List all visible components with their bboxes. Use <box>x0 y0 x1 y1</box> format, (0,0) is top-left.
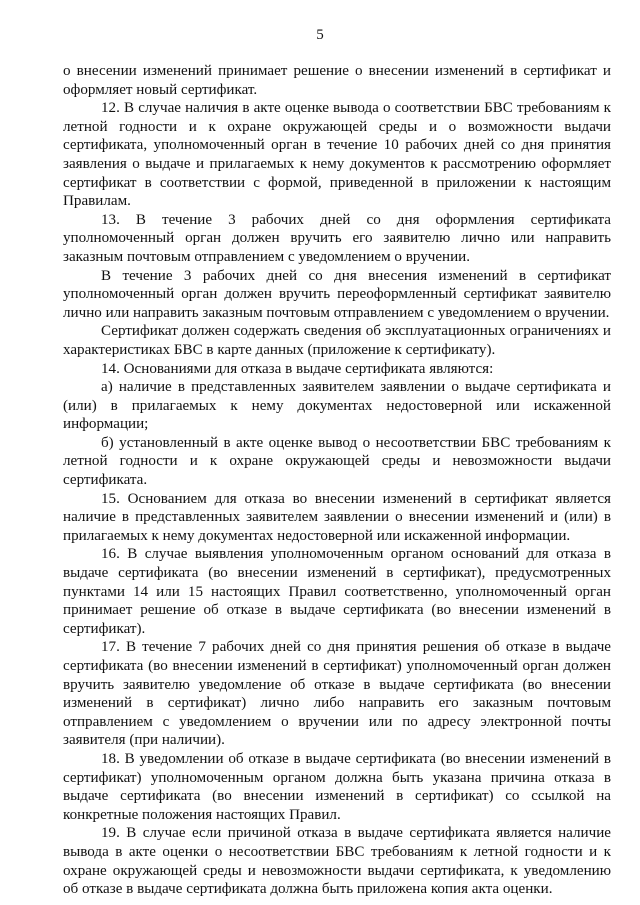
paragraph-13-changes: В течение 3 рабочих дней со дня внесения изменений в сертификат уполномоченный орган должен вручить переоформленный сертификат заявителю лично или направить заказным почтовым отправлением с уведомлением о вручении. <box>63 267 611 321</box>
paragraph-continuation: о внесении изменений принимает решение о внесении изменений в сертификат и оформляет новый сертификат. <box>63 63 611 98</box>
paragraph-18: 18. В уведомлении об отказе в выдаче сертификата (во внесении изменений в сертификат) уполномоченным органом должна быть указана причина отказа в выдаче сертификата (во внесении изменений в сертификат) со ссылкой на конкретные положения настоящих Правил. <box>63 750 611 823</box>
paragraph-12: 12. В случае наличия в акте оценке вывода о соответствии БВС требованиям к летной годности и к охране окружающей среды и о возможности выдачи сертификата, уполномоченный орган в течение 10 рабочих дней со дня принятия заявления о выдаче и прилагаемых к нему документов к рассмотрению оформляет сертификат в соответствии с формой, приведенной в приложении к настоящим Правилам. <box>63 100 611 210</box>
page-number: 5 <box>316 27 324 43</box>
paragraph-13: 13. В течение 3 рабочих дней со дня оформления сертификата уполномоченный орган должен вручить его заявителю лично или направить заказным почтовым отправлением с уведомлением о вручении. <box>63 211 611 265</box>
paragraph-14-b: б) установленный в акте оценке вывод о несоответствии БВС требованиям к летной годности и к охране окружающей среды и невозможности выдачи сертификата. <box>63 434 611 489</box>
paragraph-13-certificate-content: Сертификат должен содержать сведения об эксплуатационных ограничениях и характеристиках БВС в карте данных (приложение к сертификату). <box>63 323 611 358</box>
paragraph-14: 14. Основаниями для отказа в выдаче сертификата являются: <box>101 360 494 377</box>
paragraph-15: 15. Основанием для отказа во внесении изменений в сертификат является наличие в представленных заявителем заявлении о внесении изменений и (или) в прилагаемых к нему документах недостоверной или искаженной информации. <box>63 490 611 544</box>
paragraph-17: 17. В течение 7 рабочих дней со дня принятия решения об отказе в выдаче сертификата (во внесении изменений в сертификат) уполномоченный орган должен вручить заявителю уведомление об отказе в выдаче сертификата (во внесении изменений в сертификат) лично либо направить его заказным почтовым отправлением с уведомлением о вручении или по адресу электронной почты заявителя (при наличии). <box>63 639 611 749</box>
document-body <box>63 62 611 899</box>
paragraph-14-a: а) наличие в представленных заявителем заявлении о выдаче сертификата и (или) в прилагаемых к нему документах недостоверной или искаженной информации; <box>63 379 611 433</box>
paragraph-16: 16. В случае выявления уполномоченным органом оснований для отказа в выдаче сертификата (во внесении изменений в сертификат), предусмотренных пунктами 14 или 15 настоящих Правил соответственно, уполномоченный орган принимает решение об отказе в выдаче сертификата (во внесении изменений в сертификат). <box>63 546 611 637</box>
paragraph-19: 19. В случае если причиной отказа в выдаче сертификата является наличие вывода в акте оценки о несоответствии БВС требованиям к летной годности и к охране окружающей среды и невозможности выдачи сертификата, к уведомлению об отказе в выдаче сертификата должна быть приложена копия акта оценки. <box>63 825 611 898</box>
